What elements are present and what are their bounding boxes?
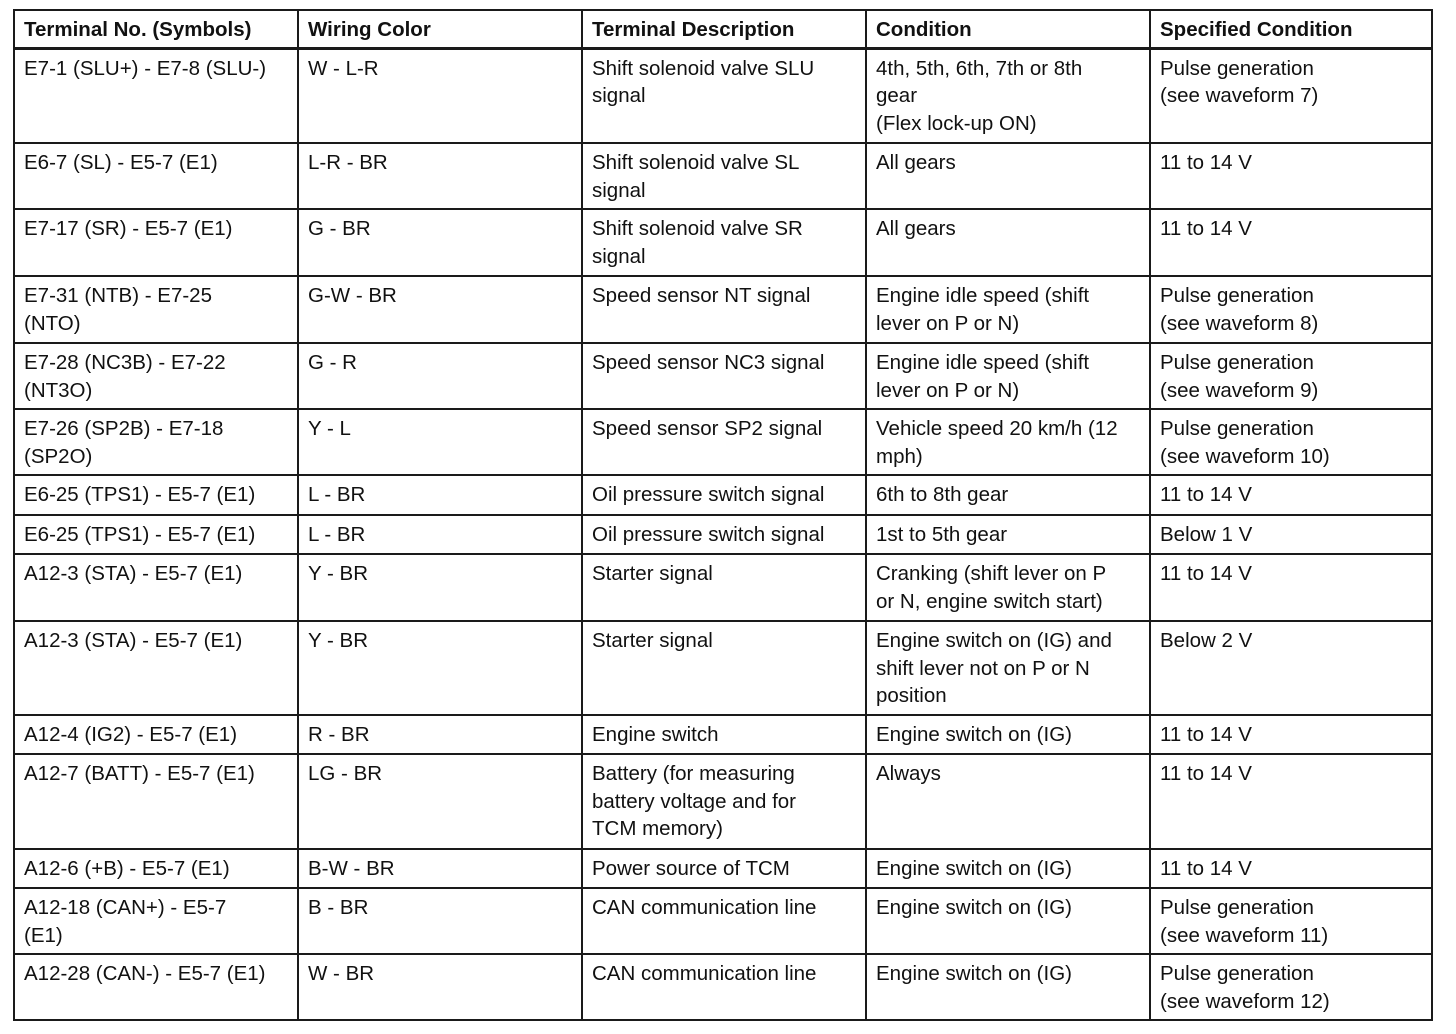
cell-specified: 11 to 14 V — [1150, 715, 1432, 754]
cell-wiring-color: L - BR — [298, 475, 582, 515]
table-row — [14, 143, 1432, 209]
cell-condition: Engine switch on (IG) — [866, 715, 1150, 754]
terminal-table — [13, 9, 1433, 1021]
table-row — [14, 849, 1432, 888]
cell-wiring-color: Y - BR — [298, 554, 582, 621]
table-row — [14, 48, 1432, 143]
cell-specified: Pulse generation (see waveform 10) — [1150, 409, 1432, 475]
cell-terminal: E7-28 (NC3B) - E7-22 (NT3O) — [14, 343, 298, 409]
table-row — [14, 554, 1432, 621]
cell-description: Speed sensor SP2 signal — [582, 409, 866, 475]
cell-wiring-color: W - BR — [298, 954, 582, 1020]
cell-terminal: A12-7 (BATT) - E5-7 (E1) — [14, 754, 298, 849]
cell-specified: 11 to 14 V — [1150, 143, 1432, 209]
cell-specified: Below 2 V — [1150, 621, 1432, 715]
cell-description: Starter signal — [582, 554, 866, 621]
cell-condition: Engine idle speed (shift lever on P or N) — [866, 343, 1150, 409]
cell-description: Starter signal — [582, 621, 866, 715]
cell-terminal: A12-28 (CAN-) - E5-7 (E1) — [14, 954, 298, 1020]
table-row — [14, 515, 1432, 554]
table-row — [14, 475, 1432, 515]
cell-terminal: A12-18 (CAN+) - E5-7 (E1) — [14, 888, 298, 954]
cell-wiring-color: W - L-R — [298, 48, 582, 143]
cell-specified: Pulse generation (see waveform 7) — [1150, 48, 1432, 143]
cell-specified: 11 to 14 V — [1150, 554, 1432, 621]
cell-description: Oil pressure switch signal — [582, 515, 866, 554]
cell-description: Shift solenoid valve SLU signal — [582, 48, 866, 143]
table-row — [14, 343, 1432, 409]
cell-terminal: E6-25 (TPS1) - E5-7 (E1) — [14, 515, 298, 554]
cell-wiring-color: G - R — [298, 343, 582, 409]
cell-specified: Pulse generation (see waveform 12) — [1150, 954, 1432, 1020]
cell-wiring-color: L-R - BR — [298, 143, 582, 209]
cell-description: Battery (for measuring battery voltage and for TCM memory) — [582, 754, 866, 849]
cell-description: Shift solenoid valve SR signal — [582, 209, 866, 276]
terminal-table-container — [13, 9, 1431, 1021]
cell-terminal: E7-31 (NTB) - E7-25 (NTO) — [14, 276, 298, 343]
header-condition: Condition — [866, 10, 1150, 48]
cell-specified: 11 to 14 V — [1150, 475, 1432, 515]
table-row — [14, 621, 1432, 715]
cell-wiring-color: LG - BR — [298, 754, 582, 849]
cell-specified: Below 1 V — [1150, 515, 1432, 554]
cell-wiring-color: B - BR — [298, 888, 582, 954]
cell-description: Power source of TCM — [582, 849, 866, 888]
cell-specified: 11 to 14 V — [1150, 849, 1432, 888]
cell-condition: All gears — [866, 143, 1150, 209]
cell-specified: Pulse generation (see waveform 8) — [1150, 276, 1432, 343]
cell-description: Speed sensor NC3 signal — [582, 343, 866, 409]
cell-specified: Pulse generation (see waveform 9) — [1150, 343, 1432, 409]
cell-wiring-color: G - BR — [298, 209, 582, 276]
cell-wiring-color: Y - BR — [298, 621, 582, 715]
cell-condition: Engine switch on (IG) and shift lever not on P or N position — [866, 621, 1150, 715]
cell-wiring-color: Y - L — [298, 409, 582, 475]
cell-condition: 6th to 8th gear — [866, 475, 1150, 515]
cell-terminal: E6-7 (SL) - E5-7 (E1) — [14, 143, 298, 209]
table-row — [14, 276, 1432, 343]
header-row — [14, 10, 1432, 48]
cell-condition: Cranking (shift lever on P or N, engine switch start) — [866, 554, 1150, 621]
cell-condition: Engine idle speed (shift lever on P or N) — [866, 276, 1150, 343]
cell-condition: All gears — [866, 209, 1150, 276]
table-row — [14, 754, 1432, 849]
table-row — [14, 715, 1432, 754]
cell-wiring-color: G-W - BR — [298, 276, 582, 343]
header-terminal-no: Terminal No. (Symbols) — [14, 10, 298, 48]
cell-condition: Vehicle speed 20 km/h (12 mph) — [866, 409, 1150, 475]
cell-wiring-color: R - BR — [298, 715, 582, 754]
cell-wiring-color: L - BR — [298, 515, 582, 554]
table-row — [14, 409, 1432, 475]
cell-terminal: A12-3 (STA) - E5-7 (E1) — [14, 554, 298, 621]
cell-specified: Pulse generation (see waveform 11) — [1150, 888, 1432, 954]
cell-description: Oil pressure switch signal — [582, 475, 866, 515]
cell-description: CAN communication line — [582, 954, 866, 1020]
cell-terminal: A12-3 (STA) - E5-7 (E1) — [14, 621, 298, 715]
cell-description: CAN communication line — [582, 888, 866, 954]
cell-description: Speed sensor NT signal — [582, 276, 866, 343]
table-row — [14, 954, 1432, 1020]
cell-terminal: E7-17 (SR) - E5-7 (E1) — [14, 209, 298, 276]
cell-condition: Engine switch on (IG) — [866, 954, 1150, 1020]
cell-terminal: E7-1 (SLU+) - E7-8 (SLU-) — [14, 48, 298, 143]
cell-terminal: E6-25 (TPS1) - E5-7 (E1) — [14, 475, 298, 515]
header-terminal-description: Terminal Description — [582, 10, 866, 48]
cell-condition: Engine switch on (IG) — [866, 888, 1150, 954]
cell-description: Shift solenoid valve SL signal — [582, 143, 866, 209]
cell-terminal: A12-4 (IG2) - E5-7 (E1) — [14, 715, 298, 754]
cell-description: Engine switch — [582, 715, 866, 754]
cell-condition: 1st to 5th gear — [866, 515, 1150, 554]
table-row — [14, 888, 1432, 954]
cell-wiring-color: B-W - BR — [298, 849, 582, 888]
header-wiring-color: Wiring Color — [298, 10, 582, 48]
cell-condition: 4th, 5th, 6th, 7th or 8th gear (Flex lock-up ON) — [866, 48, 1150, 143]
cell-specified: 11 to 14 V — [1150, 209, 1432, 276]
cell-specified: 11 to 14 V — [1150, 754, 1432, 849]
cell-condition: Engine switch on (IG) — [866, 849, 1150, 888]
table-body — [14, 48, 1432, 1020]
header-specified-condition: Specified Condition — [1150, 10, 1432, 48]
table-row — [14, 209, 1432, 276]
cell-terminal: E7-26 (SP2B) - E7-18 (SP2O) — [14, 409, 298, 475]
cell-terminal: A12-6 (+B) - E5-7 (E1) — [14, 849, 298, 888]
cell-condition: Always — [866, 754, 1150, 849]
